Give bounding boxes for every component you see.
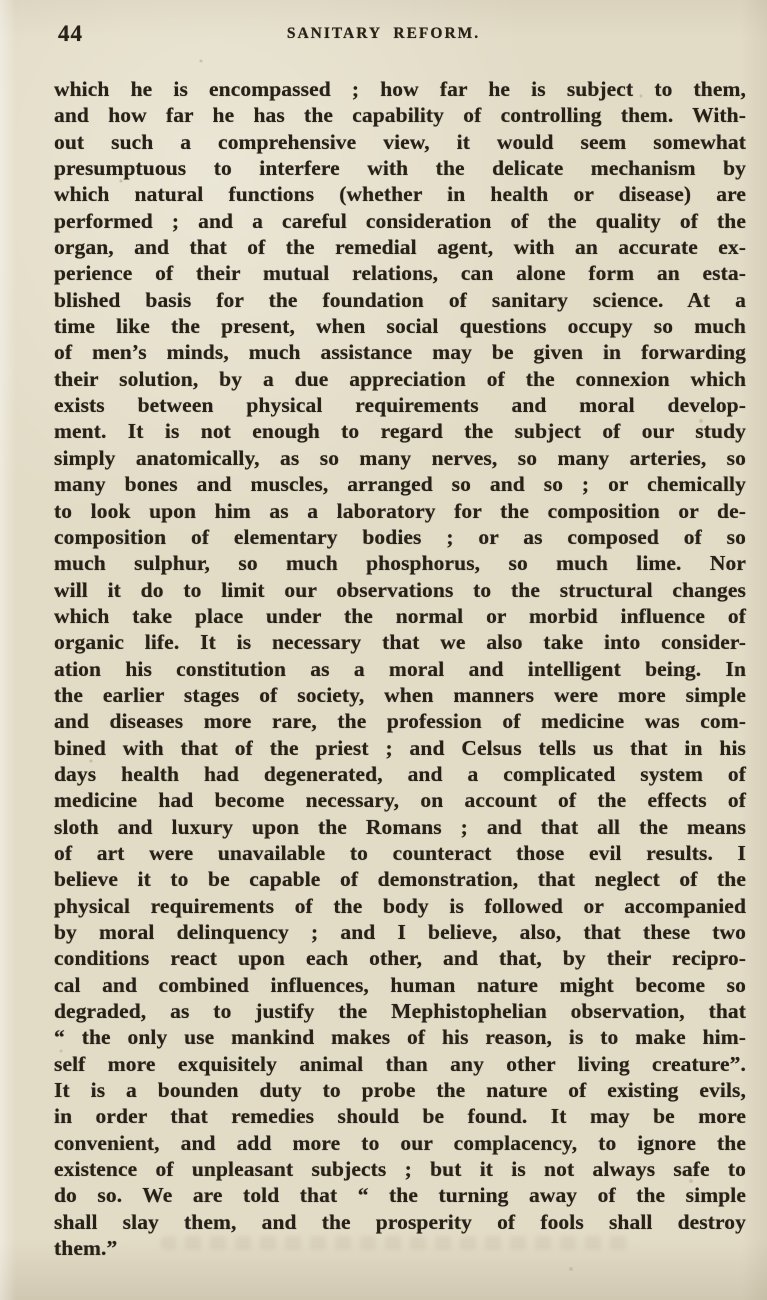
text-line: days health had degenerated, and a complicated system of	[54, 761, 746, 786]
text-line: to look upon him as a laboratory for the composition or de-	[54, 498, 746, 523]
text-line: their solution, by a due appreciation of the connexion which	[54, 366, 746, 391]
text-line: by moral delinquency ; and I believe, also, that these two	[54, 920, 746, 944]
text-line: cal and combined influences, human nature might become so	[54, 972, 746, 997]
text-line: and how far he has the capability of controlling them. With-	[54, 103, 746, 128]
text-line: and diseases more rare, the profession of medicine was com-	[54, 709, 746, 734]
text-line: will it do to limit our observations to the structural changes	[54, 577, 746, 602]
text-line: existence of unpleasant subjects ; but it is not always safe to	[54, 1157, 746, 1182]
text-line: convenient, and add more to our complacency, to ignore the	[54, 1130, 746, 1155]
text-line: the earlier stages of society, when manners were more simple	[54, 682, 746, 707]
text-line: presumptuous to interfere with the delicate mechanism by	[54, 156, 746, 181]
text-line: conditions react upon each other, and that, by their recipro-	[54, 946, 746, 971]
body-text	[54, 76, 746, 1261]
text-line: organic life. It is necessary that we also take into consider-	[54, 630, 746, 655]
text-line: of men’s minds, much assistance may be given in forwarding	[54, 340, 746, 365]
text-line: ation his constitution as a moral and intelligent being. In	[54, 656, 746, 681]
text-line: them.”	[54, 1236, 118, 1261]
text-line: “ the only use mankind makes of his reason, is to make him-	[54, 1025, 746, 1050]
text-line: time like the present, when social questions occupy so much	[54, 314, 746, 339]
text-line: exists between physical requirements and moral develop-	[54, 393, 746, 418]
text-line: believe it to be capable of demonstration, that neglect of the	[54, 867, 746, 892]
text-line: much sulphur, so much phosphorus, so much lime. Nor	[54, 551, 746, 576]
text-line: composition of elementary bodies ; or as composed of so	[54, 524, 746, 549]
text-line: It is a bounden duty to probe the nature of existing evils,	[54, 1078, 746, 1103]
running-header	[0, 21, 767, 55]
reverse-page-show-through	[160, 1236, 630, 1250]
text-line: ment. It is not enough to regard the subject of our study	[54, 419, 746, 444]
text-line: in order that remedies should be found. It may be more	[54, 1104, 746, 1129]
text-line: blished basis for the foundation of sanitary science. At a	[54, 287, 746, 312]
text-line: of art were unavailable to counteract those evil results. I	[54, 840, 746, 865]
text-line: perience of their mutual relations, can alone form an esta-	[54, 261, 746, 286]
paper-specks	[0, 0, 2, 2]
text-line: simply anatomically, as so many nerves, so many arteries, so	[54, 445, 746, 470]
text-line: which natural functions (whether in health or disease) are	[54, 182, 746, 207]
text-line: physical requirements of the body is followed or accompanied	[54, 893, 746, 918]
text-line: out such a comprehensive view, it would seem somewhat	[54, 129, 746, 154]
text-line: do so. We are told that “ the turning away of the simple	[54, 1183, 746, 1208]
text-line: shall slay them, and the prosperity of fools shall destroy	[54, 1209, 746, 1234]
text-line: performed ; and a careful consideration of the quality of the	[54, 208, 746, 233]
text-line: bined with that of the priest ; and Celsus tells us that in his	[54, 735, 746, 760]
page-number: 44	[58, 21, 83, 46]
text-line: organ, and that of the remedial agent, with an accurate ex-	[54, 235, 746, 260]
text-line: degraded, as to justify the Mephistophelian observation, that	[54, 999, 746, 1024]
text-line: which he is encompassed ; how far he is subject to them,	[54, 77, 746, 101]
running-title: SANITARY REFORM.	[286, 25, 481, 42]
text-line: self more exquisitely animal than any other living creature”.	[54, 1051, 746, 1076]
text-line: which take place under the normal or morbid influence of	[54, 603, 746, 628]
text-line: many bones and muscles, arranged so and so ; or chemically	[54, 472, 746, 497]
text-line: medicine had become necessary, on account of the effects of	[54, 788, 746, 813]
text-line: sloth and luxury upon the Romans ; and that all the means	[54, 814, 746, 839]
